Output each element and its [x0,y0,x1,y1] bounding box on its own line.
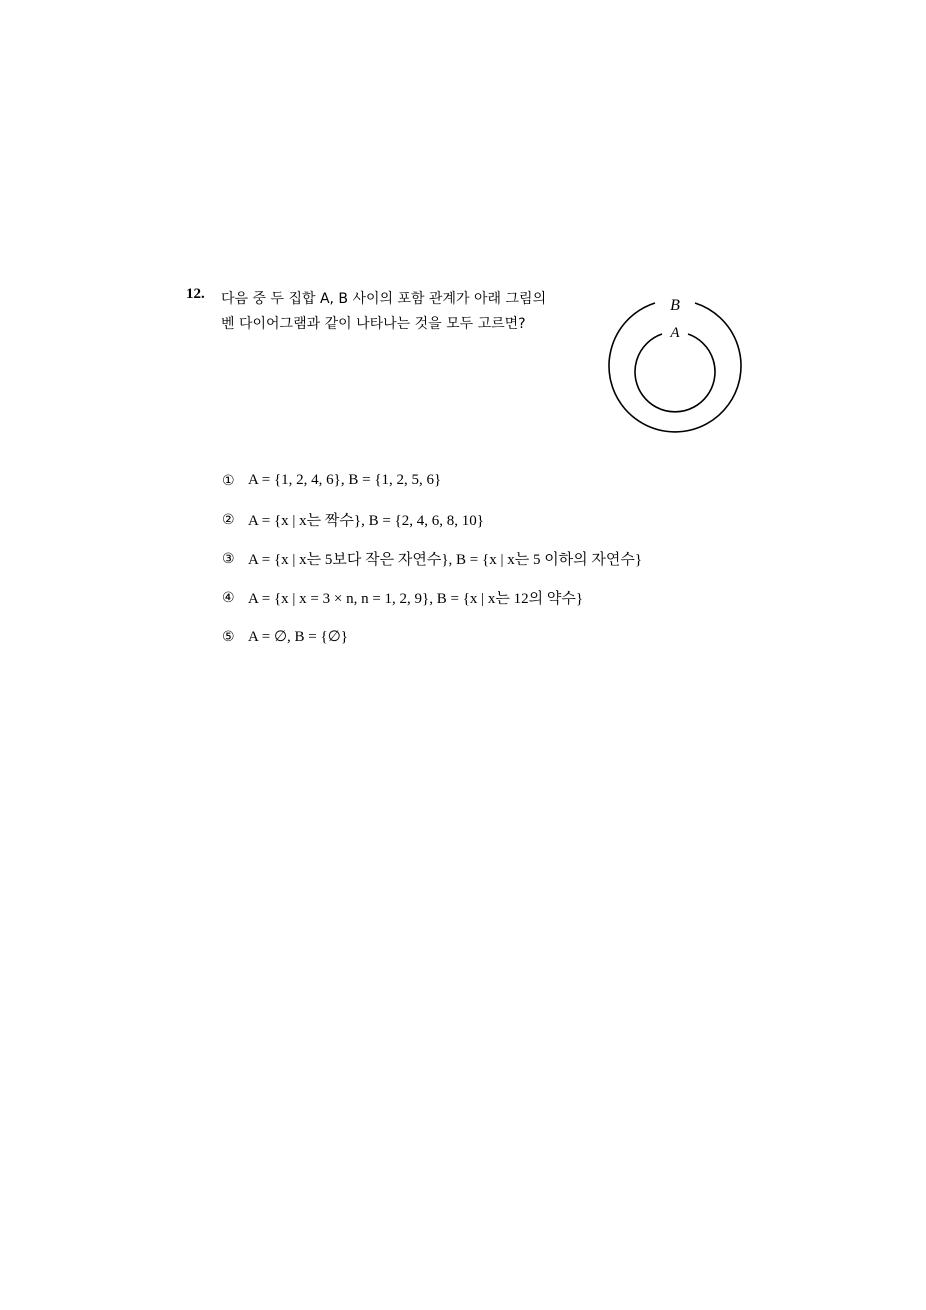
choice-2-mark: ② [222,511,235,528]
choice-5[interactable] [222,617,642,656]
set-b-label: B [670,297,680,314]
set-a-circle [635,334,715,412]
choice-5-text: A = ∅, B = {∅} [248,629,348,645]
choice-4-text: A = {x | x = 3 × n, n = 1, 2, 9}, B = {x | x는 12의 약수} [248,591,584,607]
question-line-1: 다음 중 두 집합 A, B 사이의 포함 관계가 아래 그림의 [221,291,547,307]
choice-3-text: A = {x | x는 5보다 작은 자연수}, B = {x | x는 5 이하의 자연수} [248,552,643,568]
question-line-2: 벤 다이어그램과 같이 나타나는 것을 모두 고르면? [221,316,526,332]
choice-3[interactable] [222,539,642,578]
choice-3-mark: ③ [222,550,235,567]
question-text [221,287,601,337]
choice-5-mark: ⑤ [222,628,235,645]
choice-1-mark: ① [222,472,235,489]
choice-4-mark: ④ [222,589,235,606]
choice-1[interactable] [222,461,642,500]
choice-4[interactable] [222,578,642,617]
choice-list [222,461,642,656]
choice-1-text: A = {1, 2, 4, 6}, B = {1, 2, 5, 6} [248,472,442,488]
choice-2-text: A = {x | x는 짝수}, B = {2, 4, 6, 8, 10} [248,513,484,529]
question-number: 12. [186,286,205,302]
set-a-label: A [670,325,680,341]
choice-2[interactable] [222,500,642,539]
venn-diagram [600,290,750,440]
